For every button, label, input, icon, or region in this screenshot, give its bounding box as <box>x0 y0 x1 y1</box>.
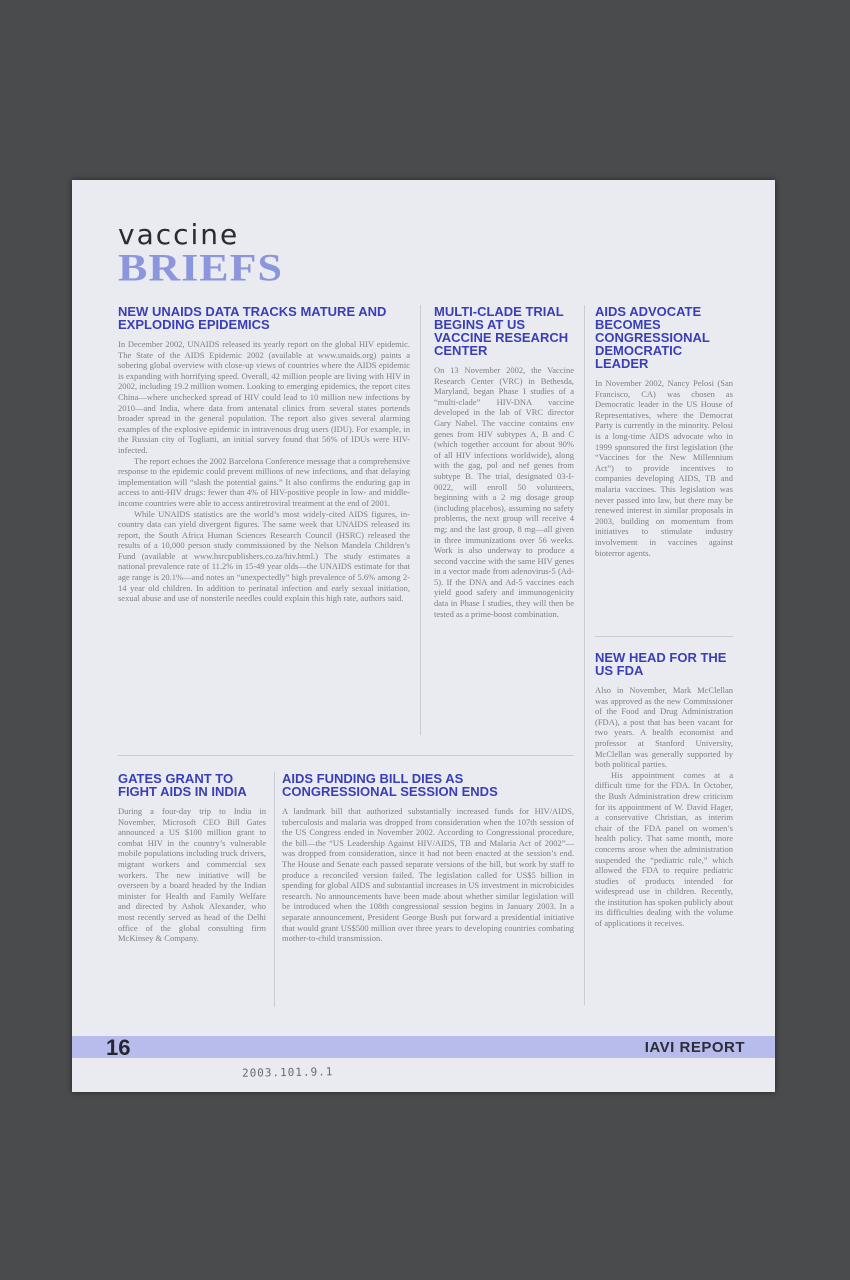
article-fda <box>595 651 733 929</box>
paragraph: His appointment comes at a difficult time for the FDA. In October, the Bush Administration drew criticism for its appointment of W. David Hager, a conservative Christian, as interim chair of the FDA panel on women’s health policy. That same month, more concerns arose when the administration suspended the “pediatric rule,” which allowed the FDA to require pediatric studies of products intended for widespread use in children. Recently, the institution has spoken publicly about its difficulties dealing with the volume of applications it receives. <box>595 769 733 929</box>
article-gates <box>118 772 266 944</box>
article-title: AIDS ADVOCATE BECOMES CONGRESSIONAL DEMOCRATIC LEADER <box>595 304 710 371</box>
paragraph: The report echoes the 2002 Barcelona Conference message that a comprehensive response to the epidemic could prevent millions of new infections, and that delaying implementation will “slash the potential gains.” It also confirms the enduring gap in access to anti-HIV drugs: fewer than 4% of HIV-positive people in low- and middle-income countries were able to access antiretroviral treatment at the end of 2001. <box>118 455 410 508</box>
article-title: GATES GRANT TO FIGHT AIDS IN INDIA <box>118 771 247 799</box>
article-body <box>118 339 410 604</box>
article-title: AIDS FUNDING BILL DIES AS CONGRESSIONAL SESSION ENDS <box>282 771 498 799</box>
column-divider <box>584 305 585 1005</box>
section-divider <box>118 755 574 756</box>
publication-name: IAVI REPORT <box>644 1039 745 1056</box>
masthead-vaccine: vaccine <box>118 218 240 251</box>
article-body <box>595 378 733 558</box>
article-body <box>595 685 733 929</box>
paragraph: A landmark bill that authorized substantially increased funds for HIV/AIDS, tuberculosis and malaria was dropped from consideration when the 107th session of the US Congress ended in November 2002. According to Congressional procedure, the bill—the “US Leadership Against HIV/AIDS, TB and Malaria Act of 2002”—was dropped from consideration, since it had not been enacted at the session’s end. The House and Senate each passed separate versions of the bill, but work by staff to produce a reconciled version failed. The legislation called for US$5 billion in spending for global AIDS and substantial increases in US investment in microbicides research. No announcements have been made about whether similar legislation will be introduced when the 108th congressional session begins in January 2003. In a separate announcement, President George Bush put forward a presidential initiative that would grant US$500 million over three years to developing countries combating mother-to-child transmission. <box>282 806 574 944</box>
article-title: MULTI-CLADE TRIAL BEGINS AT US VACCINE RESEARCH CENTER <box>434 304 569 358</box>
handwritten-accession-number: 2003.101.9.1 <box>241 1065 334 1080</box>
paragraph: In December 2002, UNAIDS released its yearly report on the global HIV epidemic. The State of the AIDS Epidemic 2002 (available at www.unaids.org) paints a sobering global overview with close-up views of countries where the AIDS epidemic is expanding with horrifying speed. Overall, 42 million people are living with HIV in 2002, including 19.2 million women. Looking to emerging epidemics, the report cites China—where unchecked spread of HIV could lead to 10 million new infections by 2010—and India, where data from antenatal clinics from several states portends broader spread in the general population. The report also gives several alarming examples of the explosive epidemic in intravenous drug users (IDU). For example, in the Russian city of Togliatti, an initial survey found that 56% of IDUs were HIV-infected. <box>118 339 410 455</box>
article-title: NEW UNAIDS DATA TRACKS MATURE AND EXPLODING EPIDEMICS <box>118 304 387 332</box>
paragraph: While UNAIDS statistics are the world’s most widely-cited AIDS figures, in-country data can yield divergent figures. The same week that UNAIDS released its report, the South Africa Human Sciences Research Council (HSRC) released the results of a 10,000 person study commissioned by the Nelson Mandela Children’s Fund (available at www.hsrcpublishers.co.za/hiv.html.) The study estimates a national prevalence rate of 11.2% in 15-49 year olds—the UNAIDS estimate for that age range is 20.1%—and notes an “unexpectedly” high prevalence of 5.6% among 2-14 year old children. In addition to perinatal infection and early sexual initiation, sexual abuse and use of nonsterile needles could explain this high rate, authors said. <box>118 508 410 604</box>
paragraph: On 13 November 2002, the Vaccine Research Center (VRC) in Bethesda, Maryland, began Phase I studies of a “multi-clade” HIV-DNA vaccine developed in the lab of VRC director Gary Nabel. The vaccine contains env genes from HIV subtypes A, B and C (which together account for about 90% of all HIV infections worldwide), along with the gag, pol and nef genes from subtype B. The trial, designated 03-I-0022, will enroll 50 volunteers, beginning with a 2 mg dosage group (including placebos), assuming no safety problems, the next group will receive 4 mg; and the last group, 8 mg—all given in three immunizations over 56 weeks. Work is also underway to produce a second vaccine with the same HIV genes in a vector made from adenovirus-5 (Ad-5). If the DNA and Ad-5 vaccines each yield good safety and immunogenicity data in Phase I studies, they will then be tested as a prime-boost combination. <box>434 365 574 619</box>
paragraph: During a four-day trip to India in November, Microsoft CEO Bill Gates announced a US $100 million grant to combat HIV in the country’s vulnerable mobile populations including truck drivers, migrant workers and commercial sex workers. The new initiative will be overseen by a board headed by the Indian minister for Health and Family Welfare and directed by Ashok Alexander, who most recently served as head of the Delhi office of the global consulting firm McKinsey & Company. <box>118 806 266 944</box>
magazine-page <box>72 180 775 1092</box>
article-funding <box>282 772 574 944</box>
article-body <box>434 365 574 619</box>
article-unaids <box>118 305 410 604</box>
article-body <box>282 806 574 944</box>
article-advocate <box>595 305 733 558</box>
masthead-briefs: BRIEFS <box>118 245 283 290</box>
section-divider <box>595 636 733 637</box>
paragraph: Also in November, Mark McClellan was approved as the new Commissioner of the Food and Drug Administration (FDA), a post that has been vacant for two years. A health economist and professor at Stanford University, McClellan was generally supported by both political parties. <box>595 685 733 770</box>
column-divider <box>274 772 275 1007</box>
paragraph: In November 2002, Nancy Pelosi (San Francisco, CA) was chosen as Democratic leader in the US House of Representatives, where the Democrat Party is currently in the minority. Pelosi is a long-time AIDS advocate who in 1999 sponsored the first legislation (the “Vaccines for the New Millennium Act”) to provide incentives to companies developing AIDS, TB and malaria vaccines. This legislation was never passed into law, but there may be renewed interest in similar proposals in 2003, building on momentum from initiatives to stimulate industry involvement in vaccines against bioterror agents. <box>595 378 733 558</box>
page-number: 16 <box>106 1035 131 1060</box>
masthead <box>118 220 283 290</box>
article-title: NEW HEAD FOR THE US FDA <box>595 650 727 678</box>
article-body <box>118 806 266 944</box>
column-divider <box>420 305 421 735</box>
article-multiclade <box>434 305 574 619</box>
